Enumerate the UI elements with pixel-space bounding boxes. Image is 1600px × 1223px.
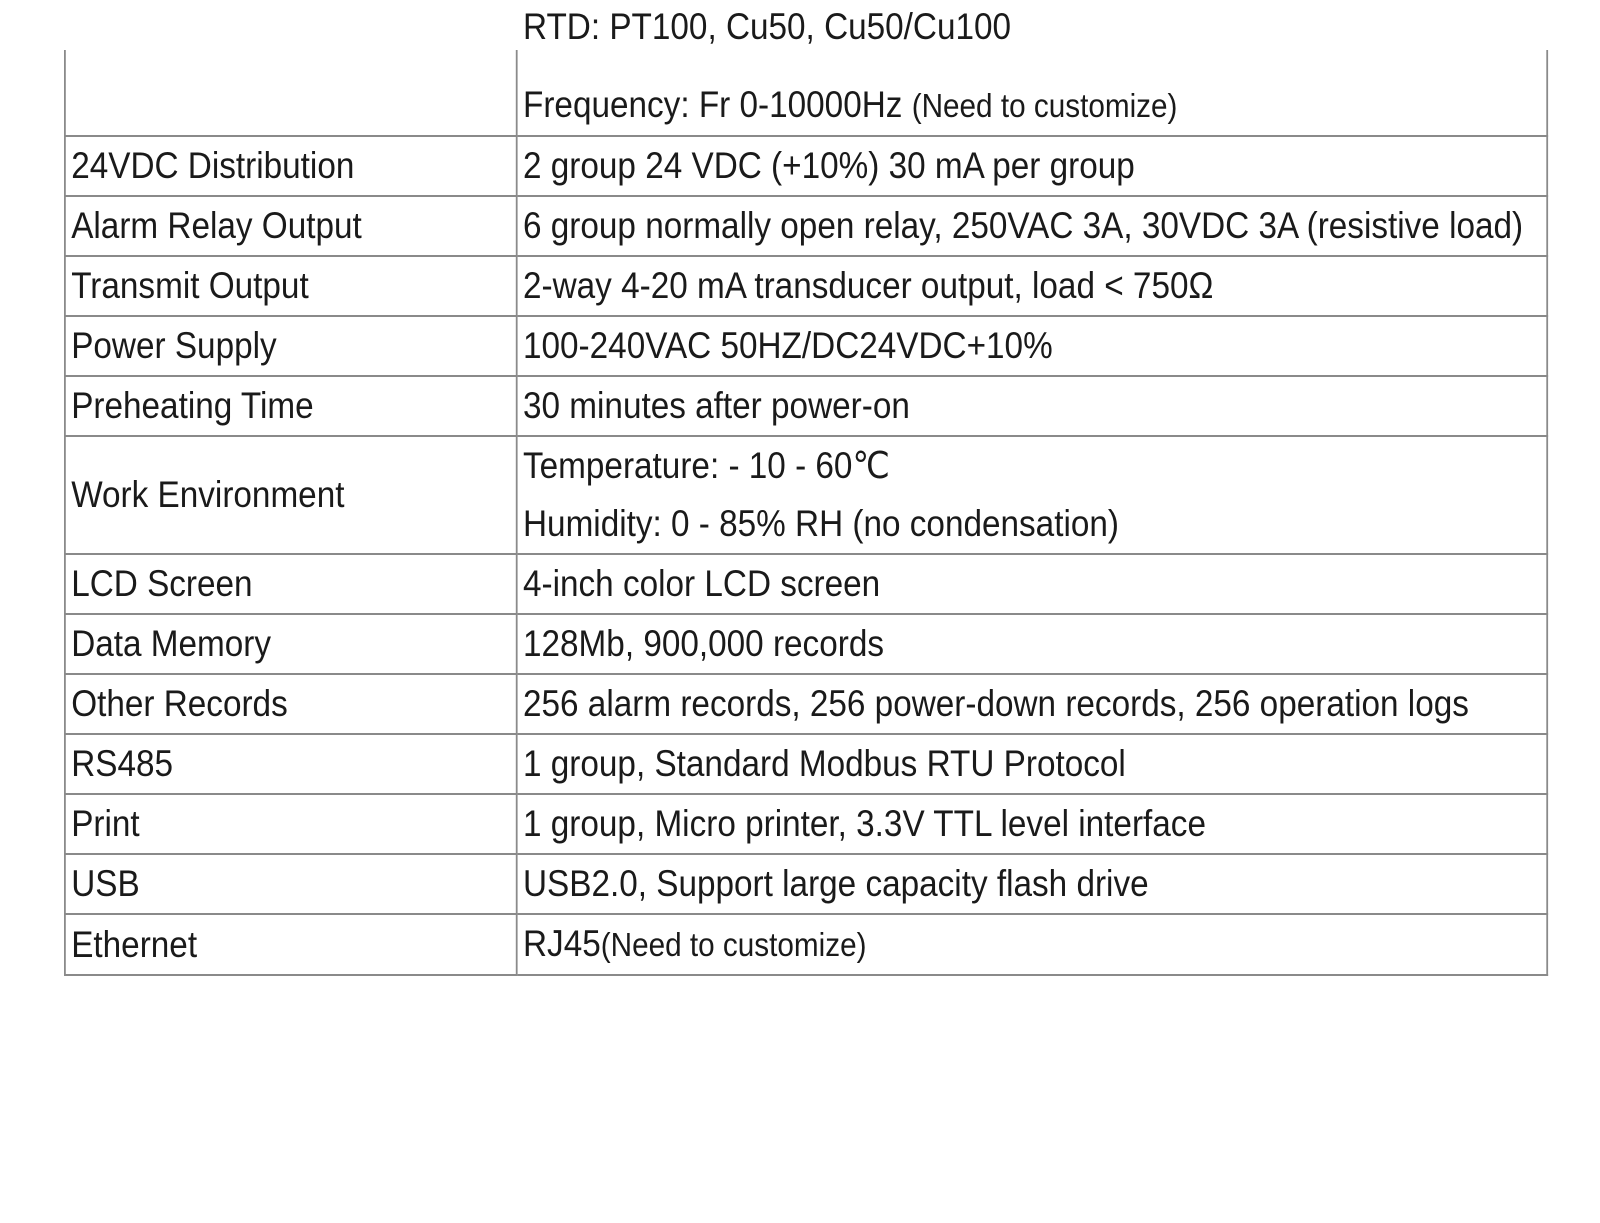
spec-value: 128Mb, 900,000 records <box>517 614 1548 674</box>
spec-table <box>64 6 1548 976</box>
spec-label: Alarm Relay Output <box>65 196 517 256</box>
table-row <box>65 196 1547 256</box>
spec-label: Preheating Time <box>65 376 517 436</box>
table-row <box>65 50 1547 136</box>
spec-value: 2-way 4-20 mA transducer output, load < 750Ω <box>517 256 1548 316</box>
spec-label: Data Memory <box>65 614 517 674</box>
spec-value-line: Frequency: Fr 0-10000Hz (Need to customize) <box>523 84 1178 125</box>
spec-value: 2 group 24 VDC (+10%) 30 mA per group <box>517 136 1548 196</box>
spec-label: USB <box>65 854 517 914</box>
spec-value-main: RJ45 <box>523 923 601 964</box>
table-row <box>65 376 1547 436</box>
spec-value <box>517 914 1548 975</box>
spec-label: LCD Screen <box>65 554 517 614</box>
table-row <box>65 914 1547 975</box>
table-row <box>65 554 1547 614</box>
spec-value-note: (Need to customize) <box>600 926 867 963</box>
spec-value: 30 minutes after power-on <box>517 376 1548 436</box>
spec-value: USB2.0, Support large capacity flash drive <box>517 854 1548 914</box>
table-row <box>65 794 1547 854</box>
spec-label <box>65 50 517 136</box>
spec-label: Ethernet <box>65 914 517 975</box>
spec-label: Power Supply <box>65 316 517 376</box>
spec-label: RS485 <box>65 734 517 794</box>
spec-value <box>517 6 1548 136</box>
spec-label: Work Environment <box>65 436 517 554</box>
table-row <box>65 614 1547 674</box>
table-row <box>65 136 1547 196</box>
spec-value-line: Humidity: 0 - 85% RH (no condensation) <box>523 503 1119 544</box>
table-row <box>65 674 1547 734</box>
spec-value-line: Temperature: - 10 - 60℃ <box>523 445 890 486</box>
spec-label: Other Records <box>65 674 517 734</box>
spec-label: Transmit Output <box>65 256 517 316</box>
cut-off-line: RTD: PT100, Cu50, Cu50/Cu100 <box>523 6 1012 47</box>
table-row <box>65 256 1547 316</box>
spec-label: 24VDC Distribution <box>65 136 517 196</box>
spec-value: 4-inch color LCD screen <box>517 554 1548 614</box>
spec-value: 256 alarm records, 256 power-down records, 256 operation logs <box>517 674 1548 734</box>
table-row <box>65 854 1547 914</box>
table-row <box>65 734 1547 794</box>
table-row <box>65 436 1547 554</box>
spec-value: 100-240VAC 50HZ/DC24VDC+10% <box>517 316 1548 376</box>
spec-value: 1 group, Standard Modbus RTU Protocol <box>517 734 1548 794</box>
table-row <box>65 316 1547 376</box>
spec-value: 6 group normally open relay, 250VAC 3A, 30VDC 3A (resistive load) <box>517 196 1548 256</box>
spec-value <box>517 436 1548 554</box>
spec-value: 1 group, Micro printer, 3.3V TTL level interface <box>517 794 1548 854</box>
spec-label: Print <box>65 794 517 854</box>
